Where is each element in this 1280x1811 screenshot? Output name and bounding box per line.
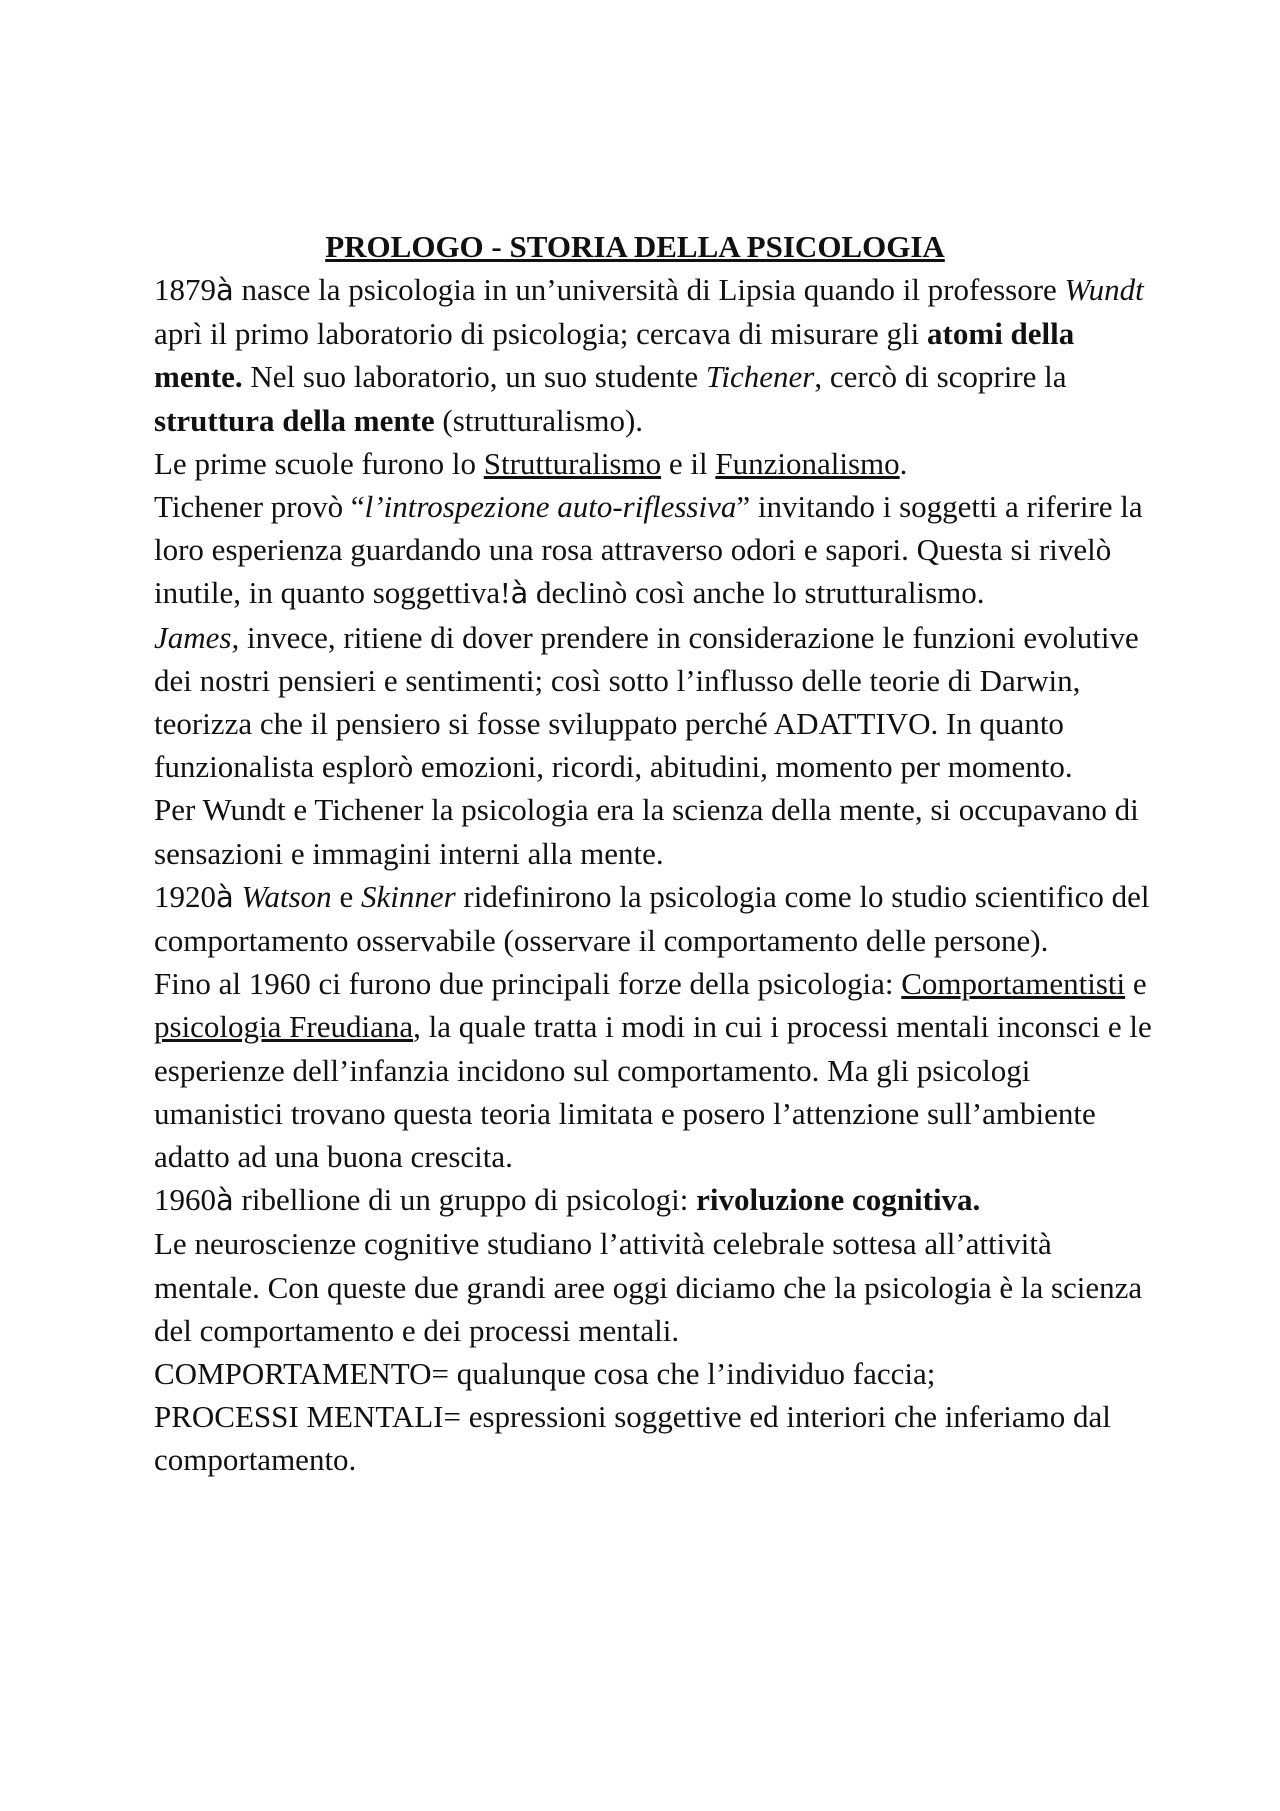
- term-atomi-della-mente: atomi della mente.: [154, 316, 1075, 395]
- name-watson: Watson: [241, 878, 332, 914]
- year-1960: 1960: [154, 1182, 216, 1218]
- term-struttura-della-mente: struttura della mente: [154, 402, 435, 438]
- term-rivoluzione-cognitiva: rivoluzione cognitiva.: [696, 1182, 981, 1218]
- paragraph-1879: 1879à nasce la psicologia in un’università di Lipsia quando il professore Wundt aprì il primo laboratorio di psicologia; cercava di misurare gli atomi della mente. Nel suo laboratorio, un suo studente Tichener, cercò di scoprire la struttura della mente (strutturalismo).: [154, 272, 1144, 438]
- paragraph-james: James, invece, ritiene di dover prendere in considerazione le funzioni evolutive dei nostri pensieri e sentimenti; così sotto l’influsso delle teorie di Darwin, teorizza che il pensiero si fosse sviluppato perché ADATTIVO. In quanto funzionalista esplorò emozioni, ricordi, abitudini, momento per momento.: [154, 619, 1139, 785]
- arrow-glyph: à: [216, 1183, 234, 1218]
- name-skinner: Skinner: [360, 878, 456, 914]
- page-title: PROLOGO - STORIA DELLA PSICOLOGIA: [325, 229, 945, 264]
- paragraph-fino-1960: Fino al 1960 ci furono due principali forze della psicologia: Comportamentisti e psicologia Freudiana, la quale tratta i modi in cui i processi mentali inconsci e le esperienze dell’infanzia incidono sul comportamento. Ma gli psicologi umanistici trovano questa teoria limitata e posero l’attenzione sull’ambiente adatto ad una buona crescita.: [154, 966, 1152, 1175]
- name-tichener: Tichener: [705, 359, 815, 395]
- definition-comportamento: COMPORTAMENTO= qualunque cosa che l’individuo faccia;: [154, 1356, 936, 1392]
- arrow-glyph: à: [510, 576, 529, 611]
- paragraph-introspezione: Tichener provò “l’introspezione auto-riflessiva” invitando i soggetti a riferire la loro esperienza guardando una rosa attraverso odori e sapori. Questa si rivelò inutile, in quanto soggettiva!à declinò così anche lo strutturalismo.: [154, 489, 1143, 611]
- term-introspezione: l’introspezione auto-riflessiva: [364, 489, 737, 525]
- definition-processi-mentali: PROCESSI MENTALI= espressioni soggettive ed interiori che inferiamo dal comportamento.: [154, 1399, 1111, 1478]
- year-1920: 1920: [154, 878, 216, 914]
- document-body: [154, 268, 1154, 1482]
- paragraph-1920: 1920à Watson e Skinner ridefinirono la psicologia come lo studio scientifico del comportamento osservabile (osservare il comportamento delle persone).: [154, 878, 1150, 959]
- term-comportamentisti: Comportamentisti: [901, 966, 1126, 1002]
- document-page: [154, 228, 1154, 1482]
- term-strutturalismo: Strutturalismo: [483, 445, 662, 481]
- name-wundt: Wundt: [1064, 272, 1144, 307]
- paragraph-scuole: Le prime scuole furono lo Strutturalismo e il Funzionalismo.: [154, 445, 908, 481]
- paragraph-neuroscienze: Le neuroscienze cognitive studiano l’attività celebrale sottesa all’attività mentale. Con queste due grandi aree oggi diciamo che la psicologia è la scienza del comportamento e dei processi mentali.: [154, 1226, 1143, 1348]
- arrow-glyph: à: [216, 273, 234, 307]
- arrow-glyph: à: [216, 879, 234, 914]
- name-james: James,: [154, 619, 240, 655]
- term-funzionalismo: Funzionalismo: [715, 445, 900, 481]
- paragraph-1960: 1960à ribellione di un gruppo di psicologi: rivoluzione cognitiva.: [154, 1182, 981, 1218]
- term-psicologia-freudiana: psicologia Freudiana: [154, 1009, 414, 1045]
- paragraph-wundt-tichener: Per Wundt e Tichener la psicologia era la scienza della mente, si occupavano di sensazioni e immagini interni alla mente.: [154, 792, 1139, 871]
- year-1879: 1879: [154, 272, 216, 307]
